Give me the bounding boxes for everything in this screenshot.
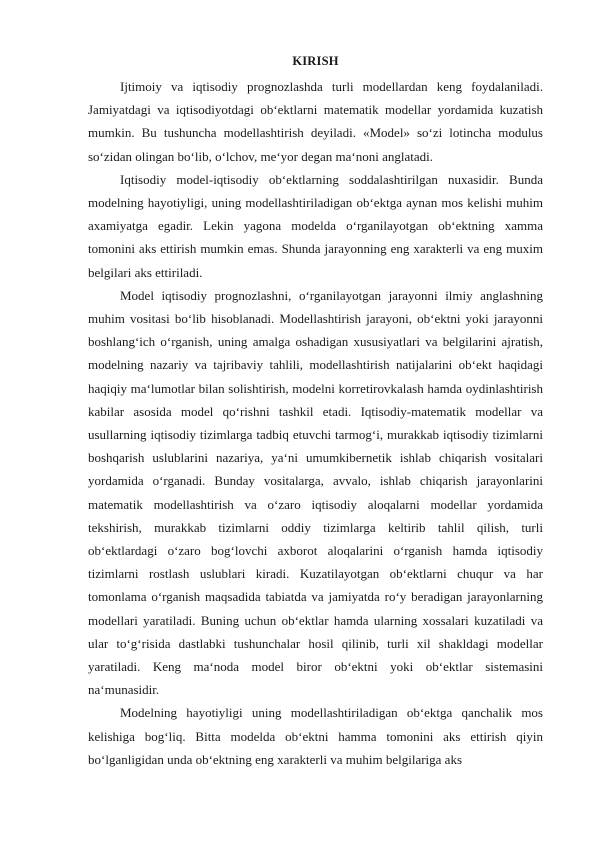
page-title: KIRISH [292, 54, 339, 68]
paragraph-2: Iqtisodiy model-iqtisodiy ob‘ektlarning soddalashtirilgan nuxasidir. Bunda modelning hayotiyligi, uning modellashtiriladigan ob‘ektga aynan mos kelishi muhim axamiyatga egadir. Lekin yagona modelda o‘rganilayotgan ob‘ektning xamma tomonini aks ettirish mumkin emas. Shunda jarayonning eng xarakterli va eng muxim belgilari aks ettiriladi. [88, 171, 543, 280]
paragraph-4: Modelning hayotiyligi uning modellashtiriladigan ob‘ektga qanchalik mos kelishiga bog‘liq. Bitta modelda ob‘ektni hamma tomonini aks ettirish qiyin bo‘lganligidan unda ob‘ektning eng xarakterli va muhim belgilariga aks [88, 705, 543, 767]
paragraph-3: Model iqtisodiy prognozlashni, o‘rganilayotgan jarayonni ilmiy anglashning muhim vositasi bo‘lib hisoblanadi. Modellashtirish jarayoni, ob‘ektni yoki jarayonni boshlang‘ich o‘rganish, uning amalga oshadigan xususiyatlari va belgilarini ajratish, modelning nazariy va tajribaviy tahlili, modellashtirish natijalarini ob‘ekt haqidagi haqiqiy ma‘lumotlar bilan solishtirish, modelni korretirovkalash hamda oydinlashtirish kabilar asosida model qo‘rishni tashkil etadi. Iqtisodiy-matematik modellar va usullarning iqtisodiy tizimlarga tadbiq etuvchi tarmog‘i, murakkab iqtisodiy tizimlarni boshqarish uslublarini nazariya, ya‘ni umumkibernetik ishlab chiqarish vositalari yordamida o‘rganadi. Bunday vositalarga, avvalo, ishlab chiqarish jarayonlarini matematik modellashtirish va o‘zaro iqtisodiy aloqalarni modellar yordamida tekshirish, murakkab tizimlarni oddiy tizimlarga keltirib tahlil qilish, turli ob‘ektlardagi o‘zaro bog‘lovchi axborot aloqalarini o‘rganish hamda iqtisodiy tizimlarni rostlash uslublari kiradi. Kuzatilayotgan ob‘ektlarni chuqur va har tomonlama o‘rganish maqsadida tabiatda va jamiyatda ro‘y beradigan jarayonlarning modellari yaratiladi. Buning uchun ob‘ektlar hamda ularning xossalari kuzatiladi va ular to‘g‘risida dastlabki tushunchalar hosil qilinib, turli xil shakldagi modellar yaratiladi. Keng ma‘noda model biror ob‘ektni yoki ob‘ektlar sistemasini na‘munasidir. [88, 287, 543, 698]
paragraph-1: Ijtimoiy va iqtisodiy prognozlashda turli modellardan keng foydalaniladi. Jamiyatdagi va iqtisodiyotdagi ob‘ektlarni matematik modellar yordamida kuzatish mumkin. Bu tushuncha modellashtirish deyiladi. «Model» so‘zi lotincha modulus so‘zidan olingan bo‘lib, o‘lchov, me‘yor degan ma‘noni anglatadi. [88, 79, 543, 164]
